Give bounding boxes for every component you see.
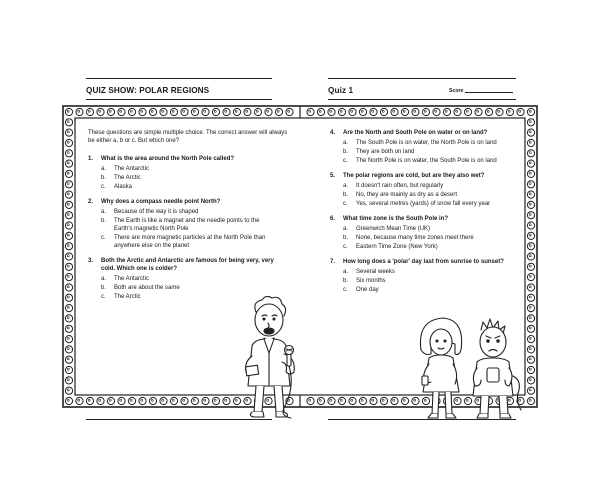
answer-option (88, 284, 276, 292)
quiz-host-illustration (232, 296, 304, 420)
frame-bulb-highlight (67, 348, 69, 350)
frame-bulb-highlight (67, 121, 69, 123)
frame-bulb-highlight (67, 265, 69, 267)
frame-bulb-highlight (162, 399, 164, 401)
question-number: 3. (88, 258, 94, 264)
frame-bulb-highlight (393, 399, 395, 401)
frame-bulb-highlight (529, 337, 531, 339)
frame-bulb-highlight (477, 110, 479, 112)
answer-option (330, 225, 514, 233)
option-text: The North Pole is on water, the South Pole is on land (356, 158, 497, 164)
frame-bulb-highlight (340, 399, 342, 401)
frame-bulb-highlight (67, 141, 69, 143)
answer-option (330, 191, 514, 199)
question-2 (88, 198, 276, 250)
frame-bulb-highlight (78, 399, 80, 401)
frame-bulb-highlight (130, 399, 132, 401)
frame-bulb-highlight (151, 399, 153, 401)
frame-bulb-highlight (529, 213, 531, 215)
frame-bulb-highlight (67, 183, 69, 185)
option-letter: c. (101, 294, 106, 300)
frame-bulb-highlight (67, 193, 69, 195)
frame-bulb-highlight (529, 379, 531, 381)
answer-option (330, 268, 514, 276)
frame-bulb-highlight (288, 110, 290, 112)
frame-bulb-highlight (529, 203, 531, 205)
frame-bulb-highlight (529, 317, 531, 319)
contestants-illustration (415, 312, 525, 420)
option-text: They are both on land (356, 149, 415, 155)
left-header-title: QUIZ SHOW: POLAR REGIONS (86, 86, 210, 95)
answer-option (330, 200, 514, 208)
frame-bulb-highlight (67, 162, 69, 164)
frame-bulb-highlight (67, 399, 69, 401)
frame-bulb-highlight (435, 110, 437, 112)
frame-bulb-highlight (67, 306, 69, 308)
answer-option (330, 234, 514, 242)
frame-bulb-highlight (141, 399, 143, 401)
question-4 (330, 129, 514, 165)
option-text: The Arctic (114, 175, 141, 181)
frame-bulb-highlight (256, 110, 258, 112)
frame-bulb-highlight (529, 368, 531, 370)
frame-bulb-highlight (372, 399, 374, 401)
frame-bulb-highlight (204, 110, 206, 112)
score-field (449, 88, 513, 94)
option-text: Several weeks (356, 269, 396, 275)
question-number: 7. (330, 259, 336, 265)
question-heading (330, 258, 514, 266)
frame-bulb-highlight (340, 110, 342, 112)
frame-bulb-highlight (403, 110, 405, 112)
frame-bulb-highlight (309, 110, 311, 112)
option-letter: a. (343, 183, 349, 189)
frame-bulb-highlight (109, 110, 111, 112)
question-number: 2. (88, 199, 94, 205)
frame-bulb-highlight (277, 110, 279, 112)
right-header-title: Quiz 1 (328, 86, 354, 95)
frame-bulb-highlight (130, 110, 132, 112)
frame-bulb-highlight (225, 110, 227, 112)
option-letter: a. (101, 209, 107, 215)
frame-bulb-highlight (529, 152, 531, 154)
answer-options (88, 208, 276, 250)
option-letter: c. (343, 244, 348, 250)
frame-bulb-highlight (319, 399, 321, 401)
frame-bulb-highlight (330, 399, 332, 401)
option-letter: a. (101, 166, 107, 172)
frame-bulb-highlight (529, 131, 531, 133)
option-letter: c. (343, 158, 348, 164)
frame-bulb-highlight (67, 234, 69, 236)
answer-option (88, 234, 276, 250)
question-text: Are the North and South Pole on water or on land? (343, 130, 488, 136)
option-text: There are more magnetic particles at the North Pole than anywhere else on the planet (114, 235, 266, 249)
left-question-column (88, 129, 288, 308)
question-number: 6. (330, 216, 336, 222)
question-number: 1. (88, 156, 94, 162)
question-text: What is the area around the North Pole called? (101, 156, 235, 162)
frame-bulb-highlight (99, 110, 101, 112)
question-heading (88, 198, 276, 206)
score-label: Score (449, 88, 464, 94)
option-text: One day (356, 287, 379, 293)
frame-bulb-highlight (529, 255, 531, 257)
frame-bulb-highlight (487, 110, 489, 112)
answer-option (330, 139, 514, 147)
option-letter: a. (343, 140, 349, 146)
left-questions (88, 155, 276, 301)
option-text: The Antarctic (114, 166, 150, 172)
frame-bulb-highlight (172, 399, 174, 401)
frame-bulb-highlight (67, 110, 69, 112)
frame-bulb-highlight (466, 110, 468, 112)
option-letter: b. (101, 175, 107, 181)
frame-bulb-highlight (235, 110, 237, 112)
option-letter: c. (343, 201, 348, 207)
right-header-top-rule (328, 78, 516, 79)
frame-bulb-highlight (67, 203, 69, 205)
frame-bulb-highlight (529, 327, 531, 329)
option-text: It doesn't rain often, but regularly (356, 183, 444, 189)
frame-bulb-highlight (351, 110, 353, 112)
frame-bulb-highlight (529, 399, 531, 401)
option-letter: a. (343, 269, 349, 275)
frame-bulb-highlight (67, 172, 69, 174)
answer-option (88, 275, 276, 283)
option-text: Both are about the same (114, 285, 180, 291)
frame-bulb-highlight (67, 389, 69, 391)
answer-options (88, 165, 276, 191)
answer-options (330, 182, 514, 208)
frame-bulb-highlight (67, 255, 69, 257)
frame-bulb-highlight (424, 110, 426, 112)
option-letter: b. (343, 235, 349, 241)
frame-bulb-highlight (109, 399, 111, 401)
question-3 (88, 257, 276, 301)
frame-bulb-highlight (351, 399, 353, 401)
frame-bulb-highlight (246, 110, 248, 112)
frame-bulb-highlight (529, 348, 531, 350)
frame-bulb-highlight (88, 110, 90, 112)
option-text: The Antarctic (114, 276, 150, 282)
score-blank (465, 92, 513, 93)
frame-bulb-highlight (456, 110, 458, 112)
quiz-intro: These questions are simple multiple choice. The correct answer will always be either a, b or c. But which one? (88, 130, 288, 144)
frame-bulb-highlight (67, 358, 69, 360)
frame-bulb-highlight (414, 110, 416, 112)
question-heading (88, 155, 276, 163)
answer-options (330, 268, 514, 294)
frame-bulb-highlight (214, 399, 216, 401)
option-letter: c. (101, 184, 106, 190)
frame-bulb-highlight (162, 110, 164, 112)
frame-bulb-highlight (78, 110, 80, 112)
frame-bulb-highlight (529, 286, 531, 288)
option-text: Eastern Time Zone (New York) (356, 244, 438, 250)
frame-bulb-highlight (361, 110, 363, 112)
frame-bulb-highlight (67, 244, 69, 246)
frame-bulb-highlight (529, 183, 531, 185)
answer-option (88, 165, 276, 173)
frame-bulb-highlight (183, 110, 185, 112)
frame-bulb-highlight (120, 399, 122, 401)
question-number: 5. (330, 173, 336, 179)
frame-bulb-highlight (529, 121, 531, 123)
question-1 (88, 155, 276, 191)
frame-bulb-highlight (172, 110, 174, 112)
answer-option (88, 183, 276, 191)
frame-bulb-highlight (67, 368, 69, 370)
question-text: Why does a compass needle point North? (101, 199, 221, 205)
option-letter: b. (343, 149, 349, 155)
option-text: Yes, several metres (yards) of snow fall every year (356, 201, 491, 207)
answer-option (330, 286, 514, 294)
option-text: The South Pole is on water, the North Pole is on land (356, 140, 497, 146)
option-text: Greenwich Mean Time (UK) (356, 226, 431, 232)
frame-bulb-highlight (193, 110, 195, 112)
answer-option (88, 208, 276, 216)
answer-option (330, 148, 514, 156)
left-header-top-rule (86, 78, 272, 79)
frame-bulb-highlight (361, 399, 363, 401)
option-letter: a. (343, 226, 349, 232)
frame-bulb-highlight (319, 110, 321, 112)
right-questions (330, 129, 514, 294)
option-text: The Arctic (114, 294, 141, 300)
right-header-bottom-rule (328, 99, 516, 100)
frame-bulb-highlight (393, 110, 395, 112)
frame-bulb-highlight (529, 275, 531, 277)
frame-bulb-highlight (529, 244, 531, 246)
frame-bulb-highlight (529, 306, 531, 308)
frame-bulb-highlight (67, 379, 69, 381)
answer-option (330, 277, 514, 285)
answer-options (330, 139, 514, 165)
answer-option (330, 243, 514, 251)
option-text: Alaska (114, 184, 133, 190)
question-number: 4. (330, 130, 336, 136)
option-letter: b. (343, 278, 349, 284)
answer-option (330, 157, 514, 165)
question-7 (330, 258, 514, 294)
option-letter: b. (101, 285, 107, 291)
frame-bulb-highlight (141, 110, 143, 112)
question-text: How long does a 'polar' day last from sunrise to sunset? (343, 259, 504, 265)
left-header-bottom-rule (86, 99, 272, 100)
option-text: No, they are mainly as dry as a desert (356, 192, 458, 198)
frame-bulb-highlight (67, 275, 69, 277)
frame-bulb-highlight (67, 296, 69, 298)
frame-bulb-highlight (445, 110, 447, 112)
frame-bulb-highlight (529, 296, 531, 298)
option-letter: b. (343, 192, 349, 198)
frame-bulb-highlight (204, 399, 206, 401)
frame-bulb-highlight (67, 152, 69, 154)
frame-bulb-highlight (330, 110, 332, 112)
frame-bulb-highlight (67, 327, 69, 329)
frame-bulb-highlight (67, 286, 69, 288)
frame-bulb-highlight (519, 110, 521, 112)
frame-bulb-highlight (382, 110, 384, 112)
option-letter: b. (101, 218, 107, 224)
frame-bulb-highlight (214, 110, 216, 112)
frame-bulb-highlight (403, 399, 405, 401)
frame-bulb-highlight (183, 399, 185, 401)
option-text: The Earth is like a magnet and the needle points to the Earth's magnetic North Pole (114, 218, 260, 232)
answer-option (88, 217, 276, 233)
question-heading (330, 172, 514, 180)
frame-bulb-highlight (67, 224, 69, 226)
frame-bulb-highlight (67, 317, 69, 319)
frame-bulb-highlight (225, 399, 227, 401)
frame-bulb-highlight (88, 399, 90, 401)
question-6 (330, 215, 514, 251)
frame-bulb-highlight (529, 224, 531, 226)
option-text: Because of the way it is shaped (114, 209, 199, 215)
frame-bulb-highlight (529, 172, 531, 174)
option-letter: a. (101, 276, 107, 282)
option-text: None, because many time zones meet there (356, 235, 474, 241)
frame-bulb-highlight (498, 110, 500, 112)
question-text: Both the Arctic and Antarctic are famous for being very, very cold. Which one is colder? (101, 258, 274, 272)
frame-bulb-highlight (529, 265, 531, 267)
frame-bulb-highlight (382, 399, 384, 401)
frame-bulb-highlight (67, 131, 69, 133)
option-letter: c. (343, 287, 348, 293)
frame-bulb-highlight (529, 358, 531, 360)
frame-bulb-highlight (67, 213, 69, 215)
frame-bulb-highlight (529, 389, 531, 391)
frame-bulb-highlight (267, 110, 269, 112)
frame-bulb-highlight (529, 141, 531, 143)
question-heading (330, 215, 514, 223)
question-text: What time zone is the South Pole in? (343, 216, 449, 222)
question-5 (330, 172, 514, 208)
option-letter: c. (101, 235, 106, 241)
option-text: Six months (356, 278, 386, 284)
frame-bulb-highlight (529, 234, 531, 236)
frame-bulb-highlight (151, 110, 153, 112)
frame-bulb-highlight (529, 162, 531, 164)
frame-bulb-highlight (508, 110, 510, 112)
frame-bulb-highlight (120, 110, 122, 112)
frame-bulb-highlight (67, 337, 69, 339)
frame-bulb-highlight (529, 193, 531, 195)
frame-bulb-highlight (193, 399, 195, 401)
answer-option (330, 182, 514, 190)
answer-option (88, 174, 276, 182)
question-heading (88, 257, 276, 273)
frame-bulb-highlight (372, 110, 374, 112)
question-heading (330, 129, 514, 137)
frame-bulb-highlight (99, 399, 101, 401)
frame-bulb-highlight (309, 399, 311, 401)
frame-bulb-highlight (529, 110, 531, 112)
right-question-column (330, 129, 514, 301)
question-text: The polar regions are cold, but are they also wet? (343, 173, 485, 179)
answer-options (330, 225, 514, 251)
